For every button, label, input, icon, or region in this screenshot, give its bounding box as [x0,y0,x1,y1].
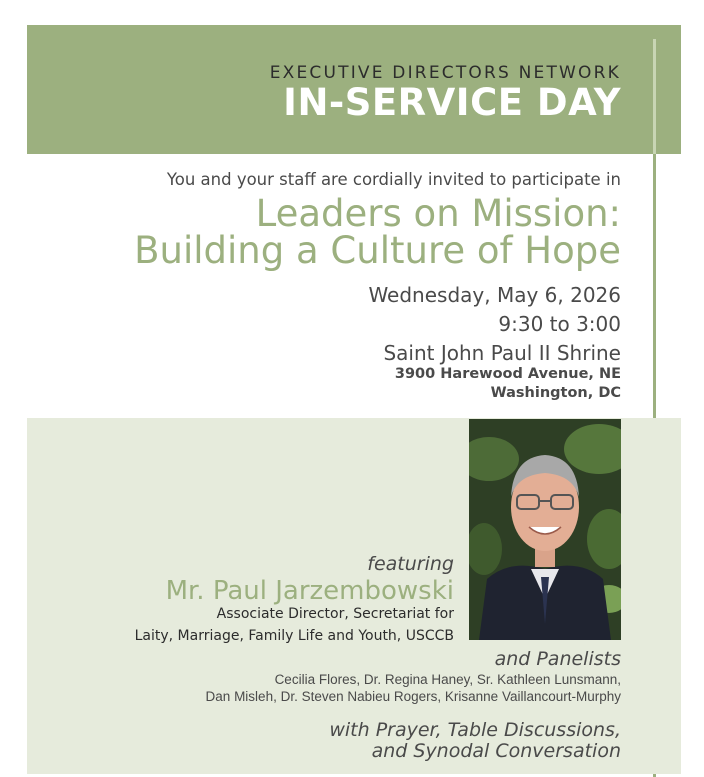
invitation-intro: You and your staff are cordially invited to participate in [166,170,621,189]
event-title-line1: Leaders on Mission: [255,192,621,235]
event-time: 9:30 to 3:00 [498,312,621,336]
accent-rule-highlight [653,39,656,154]
speaker-role-line2: Laity, Marriage, Family Life and Youth, USCCB [134,628,454,644]
speaker-role-line1: Associate Director, Secretariat for [216,606,454,622]
header-banner [27,25,681,154]
panelists-heading: and Panelists [494,648,621,670]
panelists-line2: Dan Misleh, Dr. Steven Nabieu Rogers, Krisanne Vaillancourt-Murphy [205,689,621,704]
address-line2: Washington, DC [490,385,621,401]
closing-line2: and Synodal Conversation [371,740,621,762]
event-title [134,192,621,272]
panelists-line1: Cecilia Flores, Dr. Regina Haney, Sr. Kathleen Lunsmann, [274,672,621,687]
event-venue: Saint John Paul II Shrine [383,341,621,365]
event-date: Wednesday, May 6, 2026 [368,283,621,307]
event-title-line2: Building a Culture of Hope [134,229,621,272]
speaker-portrait-image [469,419,621,640]
page-title: IN-SERVICE DAY [283,81,621,124]
speaker-name: Mr. Paul Jarzembowski [165,576,454,606]
featuring-label: featuring [367,553,454,575]
speaker-photo [469,419,621,640]
network-name: EXECUTIVE DIRECTORS NETWORK [269,63,621,83]
address-line1: 3900 Harewood Avenue, NE [394,366,621,382]
closing-line1: with Prayer, Table Discussions, [329,719,621,741]
